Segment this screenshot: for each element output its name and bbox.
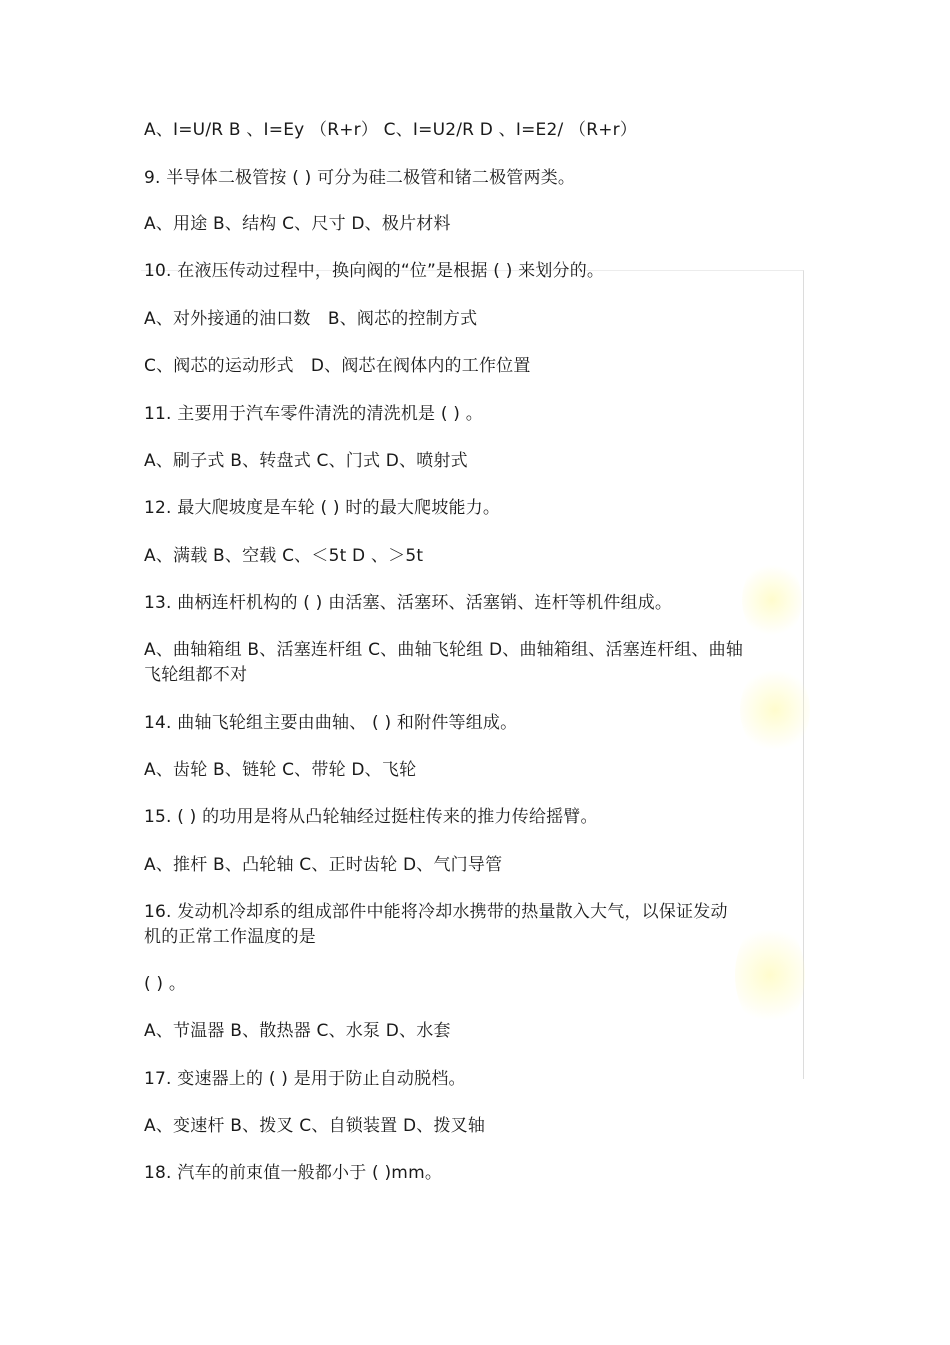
question-line: 14. 曲轴飞轮组主要由曲轴、 ( ) 和附件等组成。 bbox=[144, 713, 518, 733]
question-line: 15. ( ) 的功用是将从凸轮轴经过挺柱传来的推力传给摇臂。 bbox=[144, 807, 598, 827]
question-line: 11. 主要用于汽车零件清洗的清洗机是 ( ) 。 bbox=[144, 404, 483, 424]
question-line: A、节温器 B、散热器 C、水泵 D、水套 bbox=[144, 1021, 451, 1041]
question-line: 17. 变速器上的 ( ) 是用于防止自动脱档。 bbox=[144, 1069, 466, 1089]
question-line: A、齿轮 B、链轮 C、带轮 D、飞轮 bbox=[144, 760, 417, 780]
question-line: A、刷子式 B、转盘式 C、门式 D、喷射式 bbox=[144, 451, 468, 471]
question-line: 机的正常工作温度的是 bbox=[144, 927, 316, 947]
question-line: 18. 汽车的前束值一般都小于 ( )mm。 bbox=[144, 1163, 443, 1183]
question-line: 13. 曲柄连杆机构的 ( ) 由活塞、活塞环、活塞销、连杆等机件组成。 bbox=[144, 593, 673, 613]
question-line: A、变速杆 B、拨叉 C、自锁装置 D、拨叉轴 bbox=[144, 1116, 486, 1136]
question-line: A、满载 B、空载 C、＜5t D 、＞5t bbox=[144, 546, 424, 566]
question-line: 9. 半导体二极管按 ( ) 可分为硅二极管和锗二极管两类。 bbox=[144, 168, 576, 188]
question-line: 10. 在液压传动过程中，换向阀的“位”是根据 ( ) 来划分的。 bbox=[144, 261, 605, 281]
question-line: 16. 发动机冷却系的组成部件中能将冷却水携带的热量散入大气，以保证发动 bbox=[144, 902, 728, 922]
question-line: ( ) 。 bbox=[144, 974, 187, 994]
watermark-stain bbox=[735, 920, 805, 1030]
question-line: 飞轮组都不对 bbox=[144, 665, 248, 685]
watermark-stain bbox=[740, 665, 810, 755]
question-line: A、用途 B、结构 C、尺寸 D、极片材料 bbox=[144, 214, 451, 234]
question-line: C、阀芯的运动形式 D、阀芯在阀体内的工作位置 bbox=[144, 356, 531, 376]
question-line: A、推杆 B、凸轮轴 C、正时齿轮 D、气门导管 bbox=[144, 855, 503, 875]
question-line: A、曲轴箱组 B、活塞连杆组 C、曲轴飞轮组 D、曲轴箱组、活塞连杆组、曲轴 bbox=[144, 640, 744, 660]
question-line: 12. 最大爬坡度是车轮 ( ) 时的最大爬坡能力。 bbox=[144, 498, 501, 518]
watermark-stain bbox=[742, 560, 802, 640]
question-line: A、I=U/R B 、I=Ey （R+r） C、I=U2/R D 、I=E2/ （R+r） bbox=[144, 120, 638, 140]
question-line: A、对外接通的油口数 B、阀芯的控制方式 bbox=[144, 309, 478, 329]
